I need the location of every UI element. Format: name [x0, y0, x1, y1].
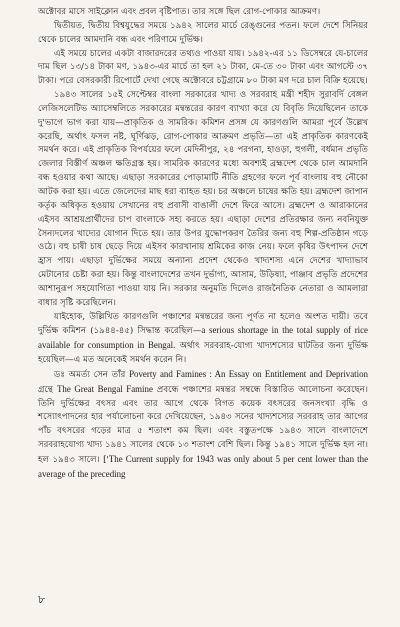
page-number: ৮: [38, 593, 46, 606]
english-quote: The Current supply for 1943 was only about 5 per cent lower than the average of the preceding: [38, 454, 369, 479]
bengali-text: এই সময়ে চালের একটা বাজারদরের তথ্যও পাওয়া যায়। ১৯৪২-এর ১১ ডিসেম্বরে যে-চালের দাম ছিল ১৩/১৪ টাকা মণ, ১৯৪৩-এর মার্চে তা হল ২১ টাকা, মে-তে ৩০ টাকা এবং আগস্টে ৩৭ টাকা। পরে বেসরকারী রিপোর্টে দেখা গেছে অক্টোবরে চট্টগ্রামে ৮০ টাকা মণ দরে চাল বিক্রি হয়েছে।: [38, 48, 368, 87]
english-quote: a serious shortage in the total supply of rice available for consumption in Bengal.: [38, 325, 368, 351]
bengali-text: ডঃ অমর্ত্য সেন তাঁর: [54, 369, 130, 380]
paragraph: [38, 20, 368, 48]
bengali-text: দ্বিতীয়ত, দ্বিতীয় বিশ্বযুদ্ধের সময়ে ১৯৪২ সালের মার্চে রেঙ্গুনের পতন। ফলে দেশে সিনিয়র থেকে চালের আমদানি বন্ধ এবং পরিণামে দুর্ভিক্ষ।: [38, 20, 368, 45]
bengali-text: যাইহোক, উল্লিখিত কারণগুলি পঞ্চাশের মন্বন্তরের জন্য পূর্ণত না হলেও অংশত দায়ী। তবে দুর্ভিক্ষ কমিশন (১৯৪৪-৪৫) সিদ্ধান্ত করেছিল—: [38, 311, 368, 337]
bengali-text: গ্রন্থে: [38, 384, 58, 395]
bengali-text: ১৯৪৩ সালের ১৫ই সেপ্টেম্বর বাংলা সরকারের খাদ্য ও সরবরাহ মন্ত্রী শহীদ সুরাবর্দি বেঙ্গল লেজিসলেটিভ অ্যাসেম্বলিতে সরকারের মন্বন্তরের কারণ ব্যাখ্যা করে যে বিবৃতি দিয়েছিলেন তাকে দু'ভাগে ভাগ করা যায়—প্রাকৃতিক ও সামরিক। কমিশন প্রসঙ্গ যে কারণগুলি আমরা পূর্বে উল্লেখ করেছি, অর্থাৎ ফসল নষ্ট, ঘূর্ণিঝড়, রোগ-পোকার আক্রমণ প্রভৃতি—তা এই প্রাকৃতিক কারণকেই সমর্থন করে। এই প্রাকৃতিক বিপর্যয়ের ফলে মেদিনীপুর, ২৪ পরগনা, হাওড়া, হুগলী, বর্ধমান প্রভৃতি জেলার বিস্তীর্ণ অঞ্চল ক্ষতিগ্রস্ত হয়। সামরিক কারণের মধ্যে অবশ্যই ব্রহ্মদেশ থেকে চাল আমদানি বন্ধ হওয়ার কথা আছে। এছাড়া সরকারের পোড়ামাটি নীতি গ্রহণের ফলে পূর্ব বাংলায় বহু নৌকো আটক করা হয়। এতে জেলেদের মাছ ধরা ব্যাহত হয়। চর অঞ্চলে চাষের ক্ষতি হয়। ব্রহ্মদেশ জাপান কর্তৃক অধিকৃত হওয়ায় সেখানের বহু প্রবাসী বাঙালী দেশে ফিরে আসে। ব্রহ্মদেশ ও আরাকানের এইসব আশ্রয়প্রার্থীদের চাপ বাংলাকে সহ্য করতে হয়। এছাড়া দেশের প্রতিরক্ষার জন্য নবনিযুক্ত সৈন্যদলের খাদ্যের যোগান দিতে হয়। তার উপর যুদ্ধোপকরণ তৈরির জন্য বহু শিল্প-প্রতিষ্ঠান গড়ে ওঠে। বহু চাষী চাষ ছেড়ে দিয়ে এইসব কারখানায় শ্রমিকের কাজ নেয়। ফলে কৃষির উৎপাদন দেশে হ্রাস পায়। এছাড়া দুর্ভিক্ষের সময়ে অন্যান্য প্রদেশ থেকেও খাদ্যশস্য এনে দেশের খাদ্যাভাব মেটানোর চেষ্টা করা হয়। কিন্তু বাংলাদেশের তখন দুর্ভাগ্য, আসাম, উড়িষ্যা, পাঞ্জাব প্রভৃতি প্রদেশের আশানুরূপ সহযোগিতা পাওয়া যায় নি। সরকার অনুমতি দিলেও রাজনৈতিক নেতারা ও আমলারা বাধার সৃষ্টি করেছিলেন।: [38, 90, 368, 308]
body-text: [38, 6, 368, 483]
bengali-text: অর্থাৎ সরবরাহ-যোগ্য খাদ্যশস্যের ঘাটতির জন্য দুর্ভিক্ষ হয়েছিল—এ মত অনেকেই সমর্থন করেন নি।: [38, 341, 368, 366]
paragraph: [38, 368, 368, 483]
bengali-text: প্রবন্ধে পঞ্চাশের মন্বন্তর সম্বন্ধে বিস্তারিত আলোচনা করেছেন। তিনি দুর্ভিক্ষের বৎসর এবং তার আগে থেকে বিগত কয়েক বৎসরের জনসংখ্যা বৃদ্ধি ও শস্যোৎপাদনের হার পর্যালোচনা করে দেখিয়েছেন, ১৯৪৩ সনের খাদ্যশস্যের সরবরাহ তার আগের পাঁচ বৎসরের গড়ের মাত্র ৫ শতাংশ কম ছিল। এবং বস্তুতপক্ষে ১৯৪৩ সালে বাংলাদেশে সরবরাহযোগ্য খাদ্য ১৯৪১ সালের থেকে ১৩ শতাংশ বেশি ছিল। কিন্তু ১৯৪১ সালে দুর্ভিক্ষ হল না। হল ১৯৪৩ সালে। [': [38, 384, 369, 465]
paragraph: [38, 6, 368, 20]
english-quote: Poverty and Famines : An Essay on Entitlement and Deprivation: [129, 368, 368, 379]
paragraph: [38, 311, 368, 368]
bengali-text: অক্টোবর মাসে সাইক্লোন এবং প্রবল বৃষ্টিপাত। তার সঙ্গে ছিল রোগ-পোকার আক্রমণ।: [38, 7, 321, 17]
paragraph: [38, 89, 368, 311]
paragraph: [38, 48, 368, 90]
english-quote: The Great Bengal Famine: [57, 383, 153, 394]
